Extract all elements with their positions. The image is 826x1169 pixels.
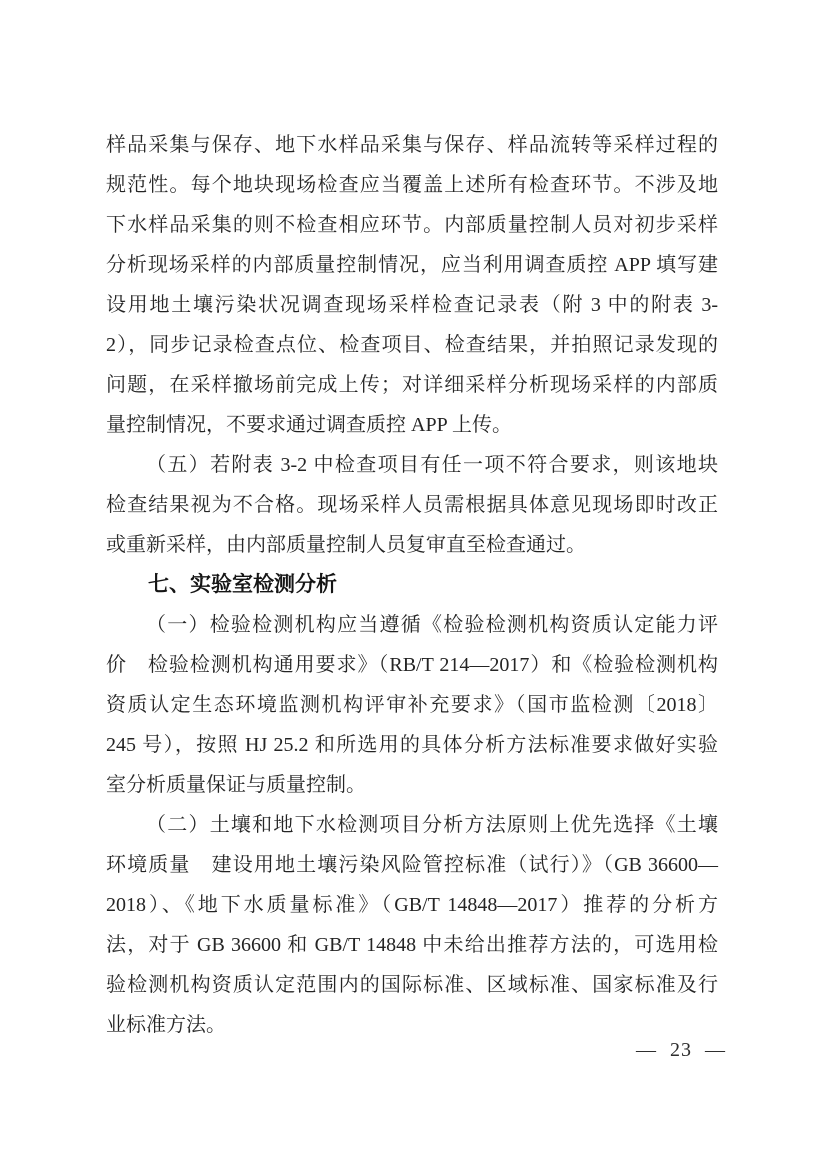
text-line: 2），同步记录检查点位、检查项目、检查结果，并拍照记录发现的: [106, 334, 718, 356]
text-line: 2018）、《地下水质量标准》（GB/T 14848—2017）推荐的分析方: [106, 894, 718, 916]
text-line: 分析现场采样的内部质量控制情况，应当利用调查质控 APP 填写建: [106, 254, 718, 276]
text-line: 检查结果视为不合格。现场采样人员需根据具体意见现场即时改正: [106, 494, 718, 516]
text-line: 环境质量 建设用地土壤污染风险管控标准（试行）》（GB 36600—: [106, 854, 718, 876]
text-line: 价 检验检测机构通用要求》（RB/T 214—2017）和《检验检测机构: [106, 654, 718, 676]
text-line: 问题，在采样撤场前完成上传；对详细采样分析现场采样的内部质: [106, 374, 718, 396]
text-line: （一）检验检测机构应当遵循《检验检测机构资质认定能力评: [146, 614, 718, 636]
section-heading: 七、实验室检测分析: [148, 573, 337, 596]
text-line: （五）若附表 3-2 中检查项目有任一项不符合要求，则该地块: [146, 454, 718, 476]
text-line: 量控制情况，不要求通过调查质控 APP 上传。: [106, 414, 512, 436]
text-line: 业标准方法。: [106, 1014, 226, 1036]
text-line: 资质认定生态环境监测机构评审补充要求》（国市监检测〔2018〕: [106, 694, 718, 716]
text-line: 245 号），按照 HJ 25.2 和所选用的具体分析方法标准要求做好实验: [106, 734, 718, 756]
page-number: — 23 —: [636, 1039, 726, 1061]
text-line: 样品采集与保存、地下水样品采集与保存、样品流转等采样过程的: [106, 134, 718, 156]
document-text: [106, 125, 718, 1045]
text-line: 或重新采样，由内部质量控制人员复审直至检查通过。: [106, 534, 586, 556]
text-line: 设用地土壤污染状况调查现场采样检查记录表（附 3 中的附表 3-: [106, 294, 718, 316]
text-line: 法，对于 GB 36600 和 GB/T 14848 中未给出推荐方法的，可选用检: [106, 934, 718, 956]
text-line: （二）土壤和地下水检测项目分析方法原则上优先选择《土壤: [146, 814, 718, 836]
text-line: 室分析质量保证与质量控制。: [106, 774, 366, 796]
text-line: 验检测机构资质认定范围内的国际标准、区域标准、国家标准及行: [106, 974, 718, 996]
text-line: 下水样品采集的则不检查相应环节。内部质量控制人员对初步采样: [106, 214, 718, 236]
text-line: 规范性。每个地块现场检查应当覆盖上述所有检查环节。不涉及地: [106, 174, 718, 196]
